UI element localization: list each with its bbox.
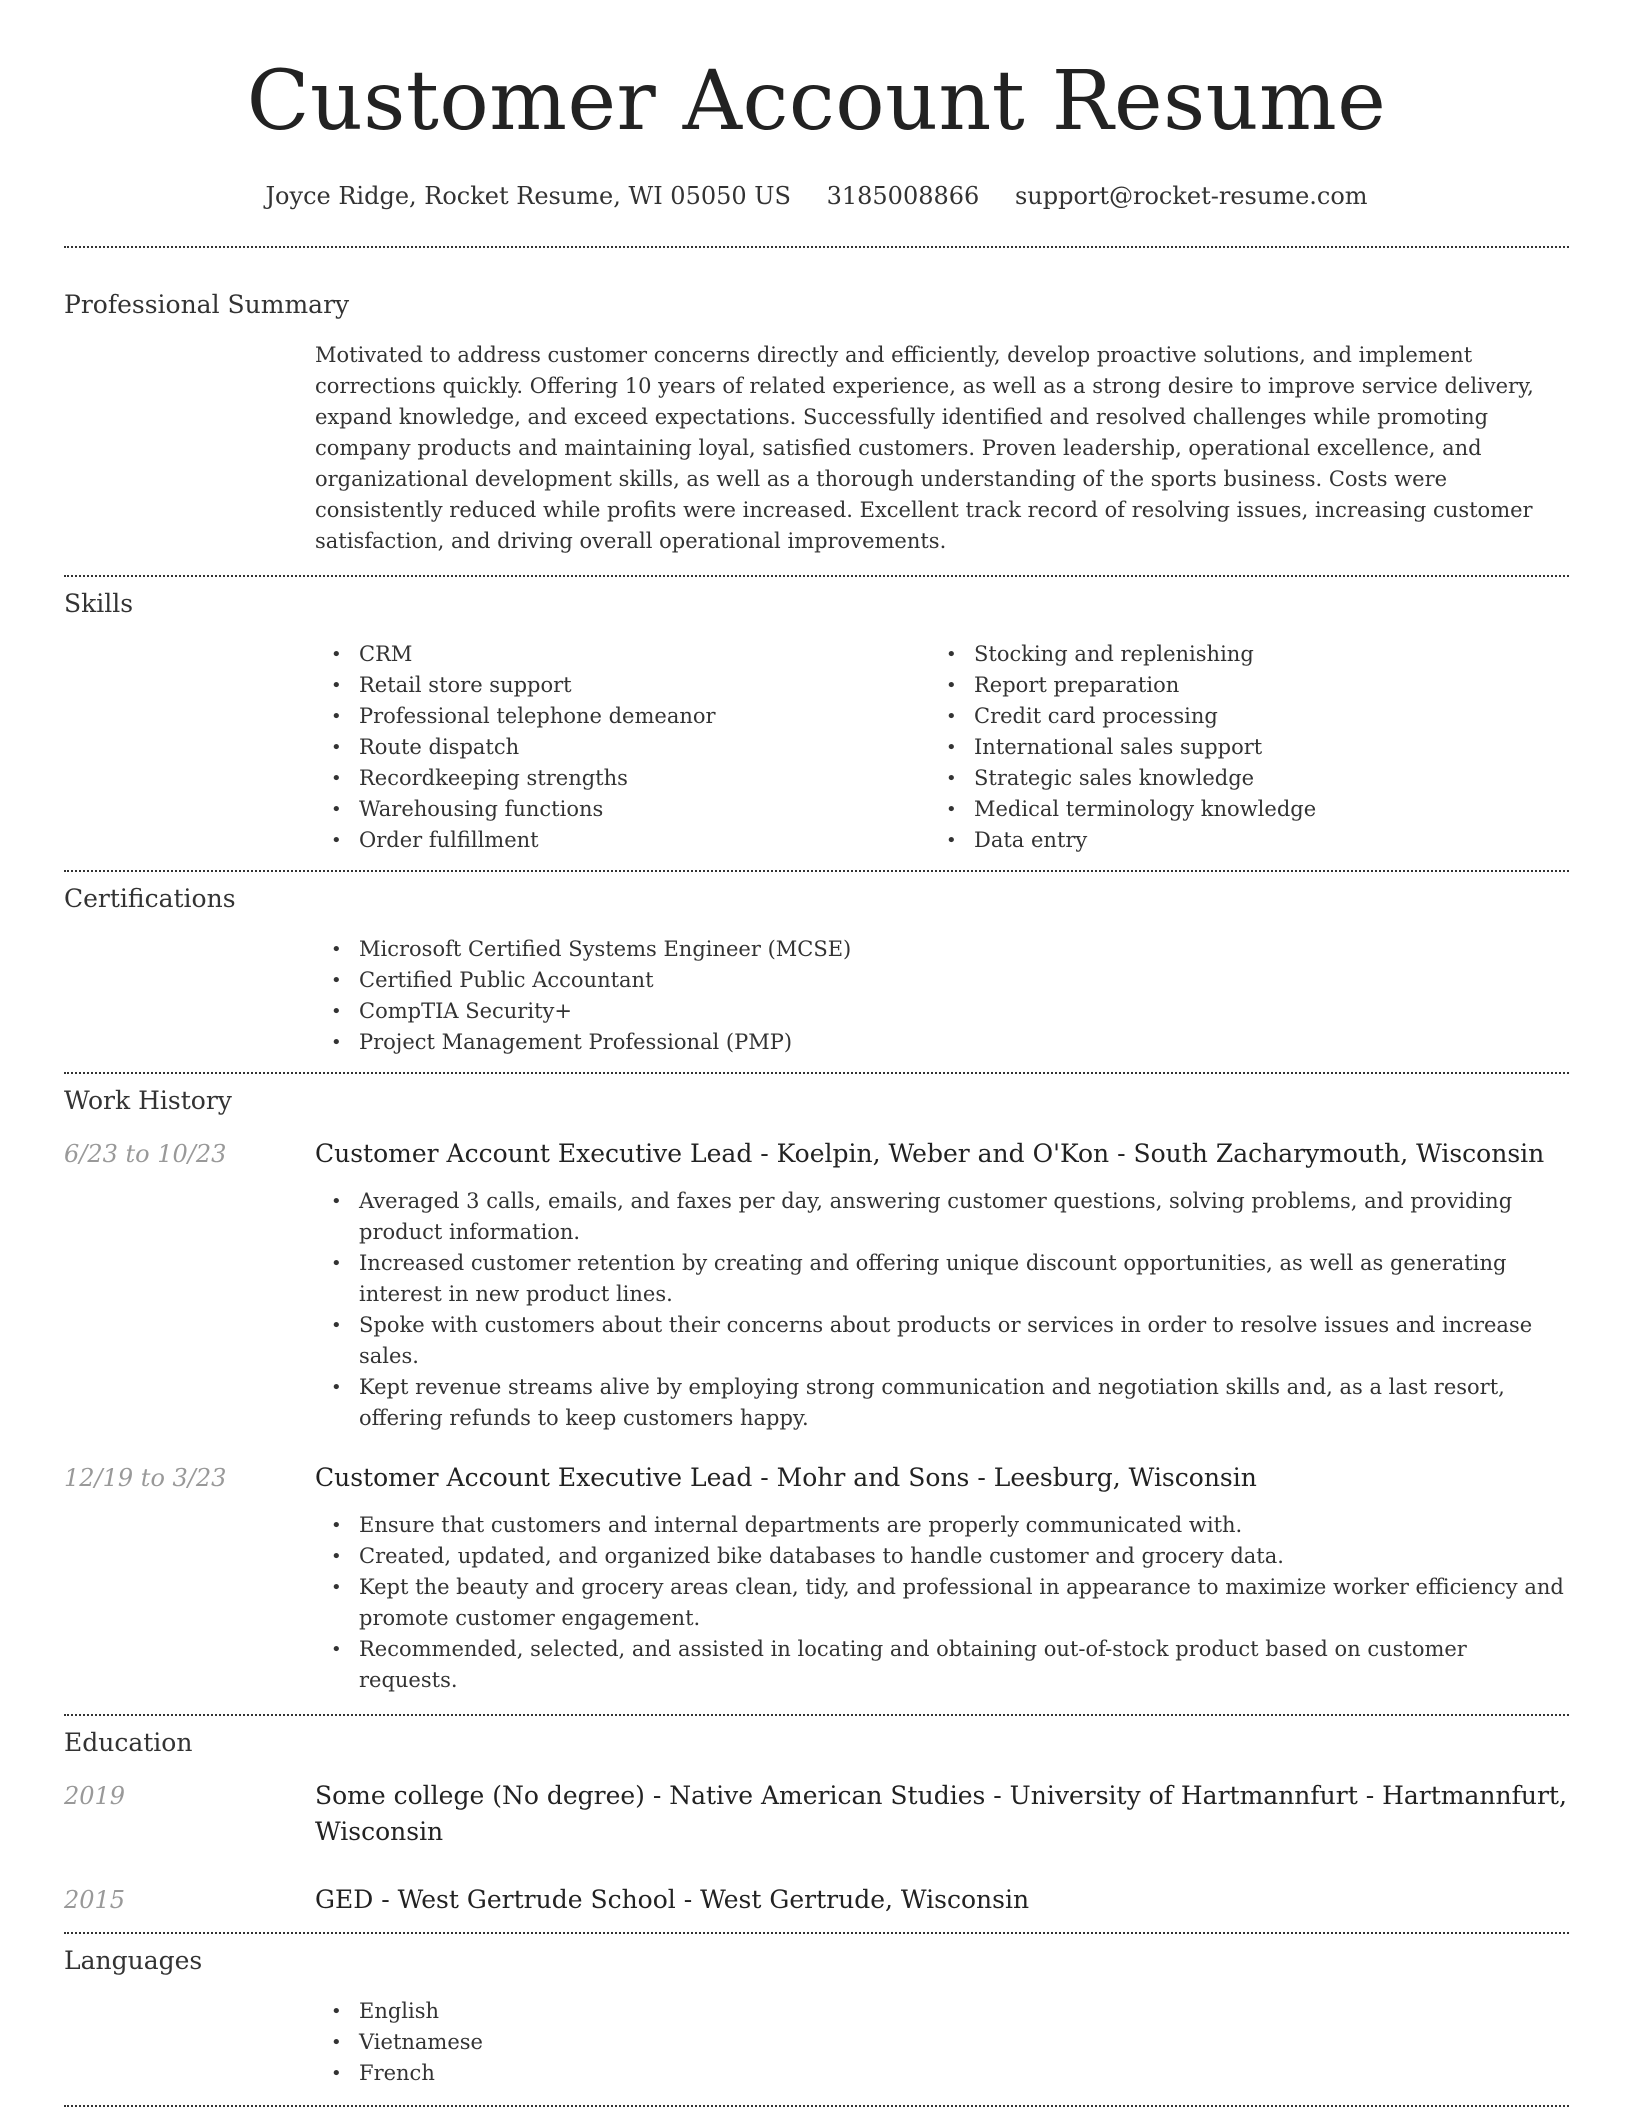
job-entry — [64, 1460, 1569, 1496]
education-date: 2019 — [64, 1782, 126, 1810]
languages-heading: Languages — [64, 1946, 203, 1975]
skills-left-column — [315, 639, 930, 856]
education-entry — [64, 1882, 1569, 1918]
divider — [64, 2105, 1569, 2107]
certification-item: • Project Management Professional (PMP) — [315, 1027, 1569, 1058]
contact-line — [64, 180, 1569, 212]
skill-item: • Credit card processing — [930, 701, 1545, 732]
certifications-heading: Certifications — [64, 884, 236, 913]
skill-item: • Medical terminology knowledge — [930, 794, 1545, 825]
education-heading: Education — [64, 1728, 193, 1757]
education-title: Some college (No degree) - Native American Studies - University of Hartmannfurt - Hartmannfurt, Wisconsin — [315, 1781, 1567, 1846]
skill-item: • Route dispatch — [315, 732, 930, 763]
education-date: 2015 — [64, 1886, 126, 1914]
skill-item: • International sales support — [930, 732, 1545, 763]
education-entry — [64, 1778, 1569, 1850]
language-item: • English — [315, 1996, 1569, 2027]
contact-email: support@rocket-resume.com — [1014, 182, 1368, 210]
skill-item: • Order fulfillment — [315, 825, 930, 856]
job-title: Customer Account Executive Lead - Mohr and Sons - Leesburg, Wisconsin — [315, 1463, 1257, 1492]
divider — [64, 870, 1569, 872]
job-bullets — [315, 1510, 1569, 1696]
language-item: • French — [315, 2058, 1569, 2089]
certification-item: • Microsoft Certified Systems Engineer (MCSE) — [315, 934, 1569, 965]
resume-page — [64, 0, 1569, 2107]
job-bullets — [315, 1186, 1569, 1434]
skills-heading: Skills — [64, 589, 134, 618]
divider — [64, 246, 1569, 248]
skills-list — [315, 639, 1569, 856]
skill-item: • Professional telephone demeanor — [315, 701, 930, 732]
summary-heading: Professional Summary — [64, 290, 350, 319]
job-bullet: • Created, updated, and organized bike databases to handle customer and grocery data. — [315, 1541, 1569, 1572]
skill-item: • CRM — [315, 639, 930, 670]
job-bullet: • Increased customer retention by creating and offering unique discount opportunities, as well as generating interest in new product lines. — [315, 1248, 1569, 1310]
job-entry — [64, 1136, 1569, 1172]
certification-item: • CompTIA Security+ — [315, 996, 1569, 1027]
skill-item: • Strategic sales knowledge — [930, 763, 1545, 794]
language-item: • Vietnamese — [315, 2027, 1569, 2058]
job-date: 12/19 to 3/23 — [64, 1464, 227, 1492]
skill-item: • Stocking and replenishing — [930, 639, 1545, 670]
divider — [64, 1072, 1569, 1074]
education-title: GED - West Gertrude School - West Gertrude, Wisconsin — [315, 1885, 1030, 1914]
divider — [64, 1714, 1569, 1716]
job-bullet: • Spoke with customers about their concerns about products or services in order to resolve issues and increase sales. — [315, 1310, 1569, 1372]
skill-item: • Data entry — [930, 825, 1545, 856]
skill-item: • Retail store support — [315, 670, 930, 701]
job-date: 6/23 to 10/23 — [64, 1140, 227, 1168]
job-bullet: • Kept revenue streams alive by employing strong communication and negotiation skills and, as a last resort, offering refunds to keep customers happy. — [315, 1372, 1569, 1434]
summary-text: Motivated to address customer concerns directly and efficiently, develop proactive solutions, and implement corrections quickly. Offering 10 years of related experience, as well as a strong desire to improve service delivery, expand knowledge, and exceed expectations. Successfully identified and resolved challenges while promoting company products and maintaining loyal, satisfied customers. Proven leadership, operational excellence, and organizational development skills, as well as a thorough understanding of the sports business. Costs were consistently reduced while profits were increased. Excellent track record of resolving issues, increasing customer satisfaction, and driving overall operational improvements. — [315, 343, 1534, 553]
skill-item: • Recordkeeping strengths — [315, 763, 930, 794]
job-title: Customer Account Executive Lead - Koelpin, Weber and O'Kon - South Zacharymouth, Wisconsin — [315, 1139, 1545, 1168]
divider — [64, 575, 1569, 577]
contact-address: Joyce Ridge, Rocket Resume, WI 05050 US — [265, 182, 791, 210]
certification-item: • Certified Public Accountant — [315, 965, 1569, 996]
job-bullet: • Kept the beauty and grocery areas clean, tidy, and professional in appearance to maximize worker efficiency and promote customer engagement. — [315, 1572, 1569, 1634]
divider — [64, 1932, 1569, 1934]
skill-item: • Warehousing functions — [315, 794, 930, 825]
job-bullet: • Averaged 3 calls, emails, and faxes per day, answering customer questions, solving problems, and providing product information. — [315, 1186, 1569, 1248]
job-bullet: • Recommended, selected, and assisted in locating and obtaining out-of-stock product based on customer requests. — [315, 1634, 1569, 1696]
contact-phone: 3185008866 — [826, 182, 980, 210]
skills-right-column — [930, 639, 1545, 856]
resume-title: Customer Account Resume — [246, 54, 1387, 149]
work-heading: Work History — [64, 1086, 232, 1115]
job-bullet: • Ensure that customers and internal departments are properly communicated with. — [315, 1510, 1569, 1541]
skill-item: • Report preparation — [930, 670, 1545, 701]
certifications-list — [315, 934, 1569, 1058]
languages-list — [315, 1996, 1569, 2089]
